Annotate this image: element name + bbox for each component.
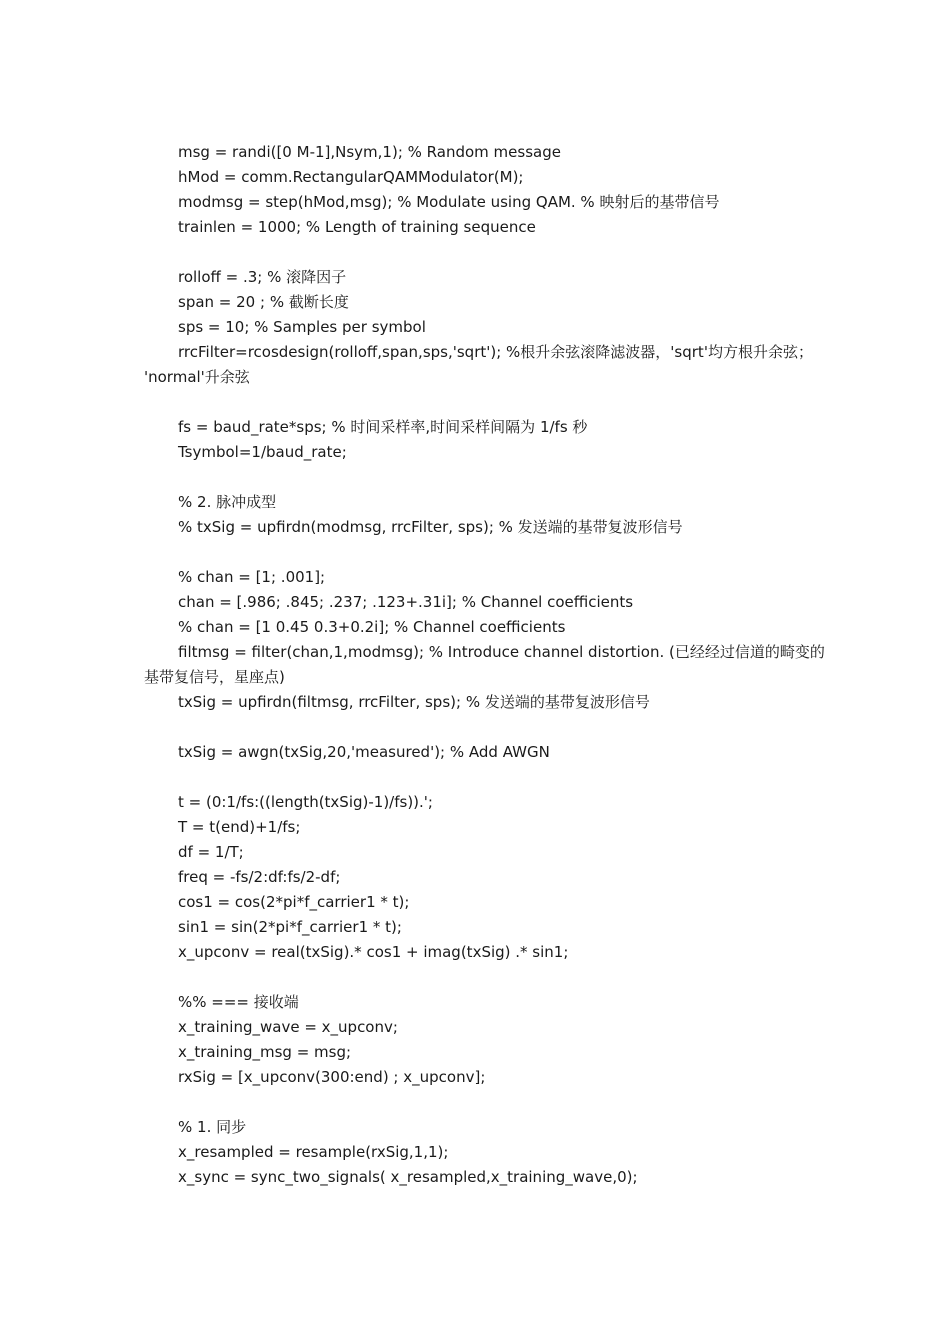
blank-line (144, 1090, 814, 1115)
code-line: Tsymbol=1/baud_rate; (178, 443, 347, 461)
code-line: x_resampled = resample(rxSig,1,1); (178, 1143, 449, 1161)
code-line: x_training_wave = x_upconv; (178, 1018, 398, 1036)
code-line: chan = [.986; .845; .237; .123+.31i]; % Channel coefficients (178, 593, 634, 611)
code-line: rolloff = .3; % 滚降因子 (178, 268, 347, 286)
code-line: x_training_msg = msg; (178, 1043, 352, 1061)
code-line: txSig = upfirdn(filtmsg, rrcFilter, sps); % 发送端的基带复波形信号 (178, 693, 650, 711)
code-line: cos1 = cos(2*pi*f_carrier1 * t); (178, 893, 410, 911)
code-line: modmsg = step(hMod,msg); % Modulate using QAM. % 映射后的基带信号 (178, 193, 720, 211)
blank-line (144, 390, 814, 415)
blank-line (144, 965, 814, 990)
blank-line (144, 465, 814, 490)
code-line: % 1. 同步 (178, 1118, 247, 1136)
code-line: msg = randi([0 M-1],Nsym,1); % Random message (178, 143, 561, 161)
code-line: % chan = [1 0.45 0.3+0.2i]; % Channel coefficients (178, 618, 566, 636)
code-line-continuation: 'normal'升余弦 (144, 368, 250, 386)
code-line: hMod = comm.RectangularQAMModulator(M); (178, 168, 524, 186)
code-line: sps = 10; % Samples per symbol (178, 318, 426, 336)
code-line: % chan = [1; .001]; (178, 568, 326, 586)
code-line: rxSig = [x_upconv(300:end) ; x_upconv]; (178, 1068, 486, 1086)
code-line: x_upconv = real(txSig).* cos1 + imag(txSig) .* sin1; (178, 943, 569, 961)
code-line: txSig = awgn(txSig,20,'measured'); % Add AWGN (178, 743, 550, 761)
blank-line (144, 540, 814, 565)
code-line: trainlen = 1000; % Length of training sequence (178, 218, 536, 236)
code-line: t = (0:1/fs:((length(txSig)-1)/fs)).'; (178, 793, 433, 811)
code-line: x_sync = sync_two_signals( x_resampled,x_training_wave,0); (178, 1168, 638, 1186)
code-line: freq = -fs/2:df:fs/2-df; (178, 868, 341, 886)
code-line: T = t(end)+1/fs; (178, 818, 301, 836)
code-line: rrcFilter=rcosdesign(rolloff,span,sps,'sqrt'); %根升余弦滚降滤波器，'sqrt'均方根升余弦； (178, 343, 813, 361)
blank-line (144, 765, 814, 790)
code-line: %% === 接收端 (178, 993, 299, 1011)
code-line: filtmsg = filter(chan,1,modmsg); % Introduce channel distortion. (已经经过信道的畸变的 (178, 643, 825, 661)
code-listing (144, 140, 825, 1190)
blank-line (144, 240, 814, 265)
code-line: span = 20 ; % 截断长度 (178, 293, 349, 311)
blank-line (144, 715, 814, 740)
code-line: % txSig = upfirdn(modmsg, rrcFilter, sps); % 发送端的基带复波形信号 (178, 518, 683, 536)
code-line: sin1 = sin(2*pi*f_carrier1 * t); (178, 918, 402, 936)
code-line: df = 1/T; (178, 843, 244, 861)
code-line: fs = baud_rate*sps; % 时间采样率,时间采样间隔为 1/fs 秒 (178, 418, 588, 436)
code-line-continuation: 基带复信号，星座点) (144, 668, 285, 686)
code-line: % 2. 脉冲成型 (178, 493, 277, 511)
